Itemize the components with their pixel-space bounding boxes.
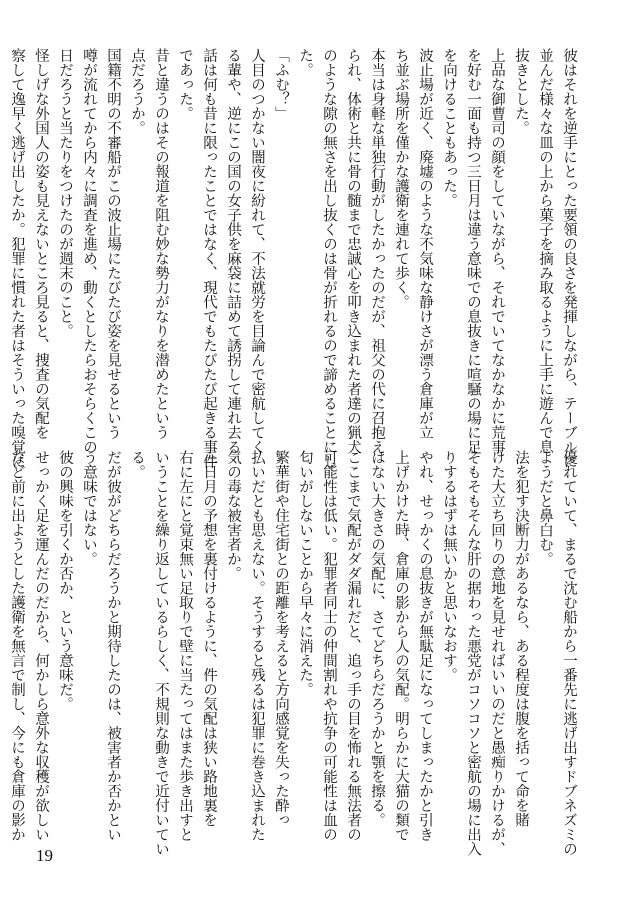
upper-text-line: られ、体術と共に骨の髄まで忠誠心を叩き込まれた者達の猟犬	[345, 48, 361, 454]
lower-text-line: せっかく足を運んだのだから、何かしら意外な収穫が欲しい	[33, 450, 49, 842]
lower-text-line: ここまで気配がダダ漏れだと、追っ手の目を怖れる無法者の	[345, 450, 361, 842]
upper-text-line: を好む一面も持つ三日月は違う意味での息抜きに喧騒の場に足	[465, 48, 481, 454]
upper-text-line: 噂が流れてから内々に調査を進め、動くとしたらおそらくこの	[81, 48, 97, 454]
upper-text-line: 並んだ様々な皿の上から菓子を摘み取るように上手に遊んで息	[537, 48, 553, 454]
lower-text-line: りするはずは無いかと思いなおす。	[441, 450, 457, 682]
upper-text-line: 日だろうと当たりをつけたのが週末のこと。	[57, 48, 73, 338]
upper-text-line: を向けることもあった。	[441, 48, 457, 208]
lower-text-line: ようだと鼻白む。	[537, 450, 553, 566]
upper-text-line: ち並ぶ場所を僅かな護衛を連れて歩く。	[393, 48, 409, 309]
lower-text-line: など前に出ようとした護衛を無言で制し、今にも倉庫の影か	[9, 450, 25, 842]
lower-text-line: はない大きさの気配に、さてどちらだろうかと顎を擦る。	[369, 450, 385, 827]
upper-text-block	[9, 48, 581, 469]
upper-text-line: 昔と違うのはその報道を阻む妙な勢力がなりを潜めたという	[153, 48, 169, 440]
lower-text-line: 優れていて、まるで沈む船から一番先に逃げ出すドブネズミの	[561, 450, 577, 856]
lower-text-line: 気の毒な被害者か。	[225, 450, 241, 581]
lower-text-line: 上げかけた時、倉庫の影から人の気配。明らかに大猫の類で	[393, 450, 409, 842]
lower-text-line: 可能性は低い。犯罪者同士の仲間割れや抗争の可能性は血の	[321, 450, 337, 842]
upper-text-line: 怪しげな外国人の姿も見えないところ見ると、捜査の気配を	[33, 48, 49, 440]
upper-text-line: 抜きとした。	[513, 48, 529, 135]
upper-text-line: 人目のつかない闇夜に紛れて、不法就労を目論んで密航してく	[249, 48, 265, 454]
upper-text-line: 波止場が近く、廃墟のような不気味な静けさが漂う倉庫が立	[417, 48, 433, 440]
page-number: 19	[36, 846, 53, 865]
upper-text-line: 察して逸早く逃げ出したか。犯罪に慣れた者はそういった嗅覚に	[9, 48, 25, 469]
lower-text-line: だが彼がどちらだろうかと期待したのは、被害者か否かとい	[105, 450, 121, 842]
upper-text-line: た。	[297, 48, 313, 77]
upper-text-line: る輩や、逆にこの国の女子供を麻袋に詰めて誘拐して連れ去る	[225, 48, 241, 454]
upper-text-line: 上品な御曹司の顔をしていながら、それでいてなかなかに荒事	[489, 48, 505, 454]
lower-text-line: 匂いがしないことから早々に消えた。	[297, 450, 313, 697]
upper-text-line: 話は何も昔に限ったことではなく、現代でもたびたび起きる事件	[201, 48, 217, 469]
lower-text-line: う意味ではない。	[81, 450, 97, 566]
lower-text-line: 法を犯す決断力があるなら、ある程度は腹を括って命を賭	[513, 450, 529, 827]
lower-text-line: 払いだとも思えない。そうすると残るは犯罪に巻き込まれた	[249, 450, 265, 842]
lower-text-line: 三日月の予想を裏付けるように、件の気配は狭い路地裏を	[201, 450, 217, 827]
upper-text-line: 点だろうか。	[129, 48, 145, 135]
lower-text-line: そもそもそんな肝の据わった悪党がコソコソと密航の場に出入	[465, 450, 481, 856]
upper-text-line: 彼はそれを逆手にとった要領の良さを発揮しながら、テーブルに	[561, 48, 577, 469]
upper-text-line: のような隙の無さを出し抜くのは骨が折れるので諦めることにし	[321, 48, 337, 469]
lower-text-line: 彼の興味を引くか否か、という意味だ。	[57, 450, 73, 711]
upper-text-line: 国籍不明の不審船がこの波止場にたびたび姿を見せるという	[105, 48, 121, 440]
lower-text-line: 右に左にと覚束無い足取りで壁に当たってはまた歩き出すと	[177, 450, 193, 842]
upper-text-line: 「ふむ？」	[273, 48, 289, 121]
lower-text-line: る。	[129, 450, 145, 479]
lower-text-line: いうことを繰り返しているらしく、不規則な動きで近付いてい	[153, 450, 169, 856]
lower-text-line: けた大立ち回りの意地を見せればいいのだと愚痴りかけるが、	[489, 450, 505, 856]
lower-text-line: 繁華街や住宅街との距離を考えると方向感覚を失った酔っ	[273, 450, 289, 827]
upper-text-line: 本当は身軽な単独行動がしたかったのだが、祖父の代に召抱え	[369, 48, 385, 454]
upper-text-line: であった。	[177, 48, 193, 121]
lower-text-line: やれ、せっかくの息抜きが無駄足になってしまったかと引き	[417, 450, 433, 842]
